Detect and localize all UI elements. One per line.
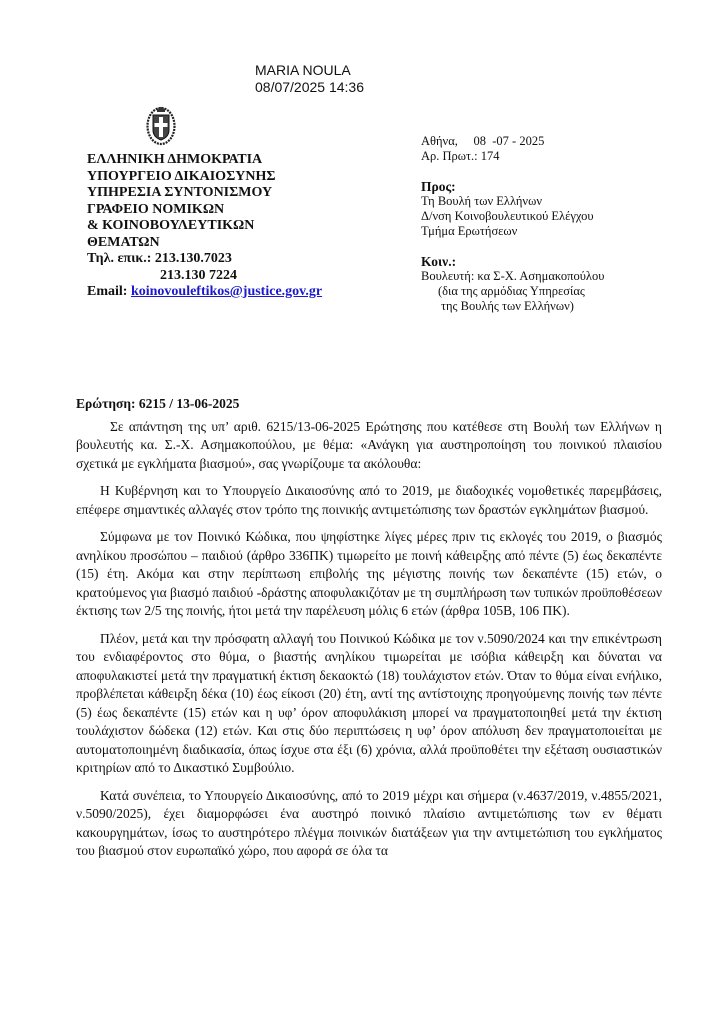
cc-label: Κοιν.: — [421, 254, 457, 269]
paragraph: Κατά συνέπεια, το Υπουργείο Δικαιοσύνης, από το 2019 μέχρι και σήμερα (ν.4637/2019, ν.4855/2021, ν.5090/2025), έχει διαμορφώσει ένα αυστηρό ποινικό πλαίσιο αντιμετώπισης των εν θέματι κακουργημάτων, ίσως το αυστηρότερο πλέγμα ποινικών διατάξεων για την αντιμετώπιση του εγκλήματος του βιασμού στον ευρωπαϊκό χώρο, που αφορά σε όλα τα — [76, 787, 662, 858]
paragraph: Η Κυβέρνηση και το Υπουργείο Δικαιοσύνης από το 2019, με διαδοχικές νομοθετικές παρεμβάσεις, επέφερε σημαντικές αλλαγές στον τρόπο της ποινικής αντιμετώπισης των δραστών εγκλημάτων βιασμού. — [76, 483, 662, 517]
phone-number-2: 213.130 7224 — [160, 267, 237, 283]
recipient-line: Δ/νση Κοινοβουλευτικού Ελέγχου — [421, 209, 594, 223]
sender-block — [87, 152, 322, 301]
recipient-line: Τη Βουλή των Ελλήνων — [421, 194, 542, 208]
recipient-label: Προς: — [421, 179, 456, 194]
sender-line: ΘΕΜΑΤΩΝ — [87, 234, 160, 250]
cc-line: (δια της αρμόδιας Υπηρεσίας — [438, 284, 585, 298]
phone-row — [87, 251, 322, 268]
protocol-number: Αρ. Πρωτ.: 174 — [421, 149, 500, 163]
stamp-datetime: 08/07/2025 14:36 — [255, 79, 364, 95]
place-date: Αθήνα, 08 -07 - 2025 — [421, 134, 545, 148]
paragraph: Σε απάντηση της υπ’ αριθ. 6215/13-06-2025 Ερώτησης που κατέθεσε στη Βουλή των Ελλήνων η βουλευτής κα. Σ.-Χ. Ασημακοπούλου, με θέμα: «Ανάγκη για αυστηροποίηση του ποινικού πλαισίου σχετικά με εγκλήματα βιασμού», σας γνωρίζουμε τα ακόλουθα: — [76, 418, 662, 471]
sender-line: ΥΠΟΥΡΓΕΙΟ ΔΙΚΑΙΟΣΥΝΗΣ — [87, 168, 276, 184]
cc-line: της Βουλής των Ελλήνων) — [441, 299, 574, 313]
paragraph: Σύμφωνα με τον Ποινικό Κώδικα, που ψηφίστηκε λίγες μέρες πριν τις εκλογές του 2019, ο βιασμός ανηλίκου προσώπου – παιδιού (άρθρο 336ΠΚ) τιμωρείτο με ποινή κάθειρξης από πέντε (5) έως δεκαπέντε (15) έτη. Ακόμα και στην περίπτωση επιβολής της μέγιστης ποινής των δεκαπέντε (15) ετών, ο κρατούμενος για βιασμό παιδιού -δράστης αποφυλακιζόταν με τη συμπλήρωση των τυπικών προϋποθέσεων έκτισης των 2/5 της ποινής, ήτοι μετά την παρέλευση μόλις 6 ετών (άρθρα 105Β, 106 ΠΚ). — [76, 529, 662, 618]
email-link[interactable]: koinovouleftikos@justice.gov.gr — [130, 284, 323, 299]
letter-body — [76, 395, 662, 870]
sender-line: ΥΠΗΡΕΣΙΑ ΣΥΝΤΟΝΙΣΜΟΥ — [87, 185, 273, 200]
recipient-block — [421, 134, 604, 314]
sender-line: ΓΡΑΦΕΙΟ ΝΟΜΙΚΩΝ — [87, 201, 225, 217]
greek-coat-of-arms-icon — [146, 106, 176, 146]
cc-line: Βουλευτή: κα Σ-Χ. Ασημακοπούλου — [421, 269, 605, 283]
email-label: Email: — [87, 284, 128, 299]
question-title: Ερώτηση: 6215 / 13-06-2025 — [76, 396, 240, 411]
sender-line: & ΚΟΙΝΟΒΟΥΛΕΥΤΙΚΩΝ — [87, 218, 255, 233]
stamp-name: MARIA NOULA — [255, 62, 351, 78]
signature-stamp — [255, 62, 364, 96]
phone-number-1: 213.130.7023 — [154, 251, 232, 266]
email-row — [87, 284, 322, 301]
sender-line: ΕΛΛΗΝΙΚΗ ΔΗΜΟΚΡΑΤΙΑ — [87, 152, 263, 167]
phone-label: Τηλ. επικ.: — [87, 251, 152, 266]
paragraph: Πλέον, μετά και την πρόσφατη αλλαγή του Ποινικού Κώδικα με τον ν.5090/2024 και την επικέντρωση του ενδιαφέροντος στο θύμα, ο βιαστής ανηλίκου τιμωρείται με ισόβια κάθειρξη και δύναται να αποφυλακιστεί μετά την πραγματική έκτιση δεκαοκτώ (18) τουλάχιστον ετών. Όταν το θύμα είναι ενήλικο, προβλέπεται κάθειρξη δέκα (10) έως είκοσι (20) έτη, αντί της αντίστοιχης προηγούμενης ποινής των πέντε (5) έως δεκαπέντε (15) ετών και η υφ’ όρον αποφυλάκιση μπορεί να πραγματοποιηθεί μετά την έκτιση τουλάχιστον δώδεκα (12) ετών. Και στις δύο περιπτώσεις η υφ’ όρον απόλυση δεν πραγματοποιείται με αυτοματοποιημένη διαδικασία, όπως ίσχυε στα έξι (6) χρόνια, αλλά προϋποθέτει την εξέταση ουσιαστικών κριτηρίων από το Δικαστικό Συμβούλιο. — [76, 630, 662, 775]
recipient-line: Τμήμα Ερωτήσεων — [421, 224, 518, 238]
